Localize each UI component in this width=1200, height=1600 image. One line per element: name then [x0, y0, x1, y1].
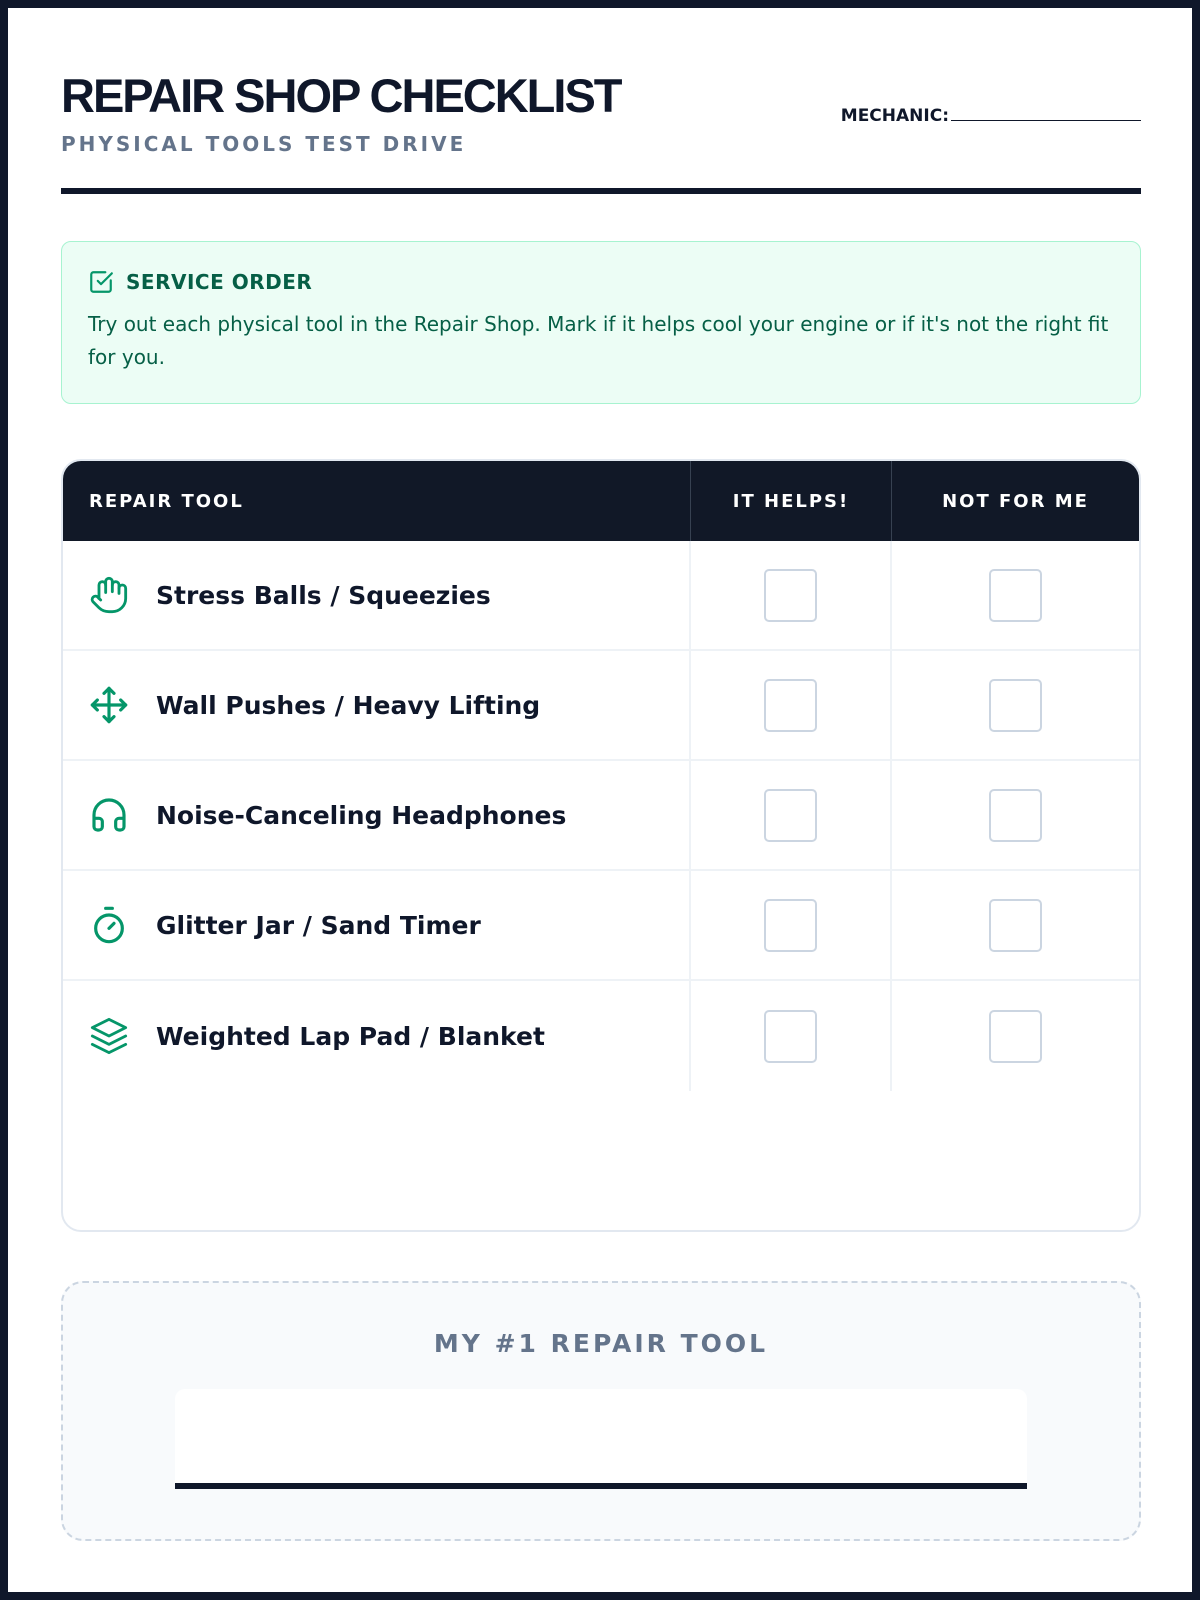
it-helps-checkbox[interactable] — [764, 1010, 817, 1063]
page-subtitle: PHYSICAL TOOLS TEST DRIVE — [61, 132, 467, 156]
mechanic-field[interactable] — [841, 103, 1141, 126]
tools-table — [61, 459, 1141, 1232]
header — [61, 68, 1141, 198]
favorite-tool-input[interactable] — [175, 1389, 1027, 1489]
tool-label: Noise-Canceling Headphones — [156, 800, 567, 830]
tool-label: Weighted Lap Pad / Blanket — [156, 1021, 545, 1051]
worksheet-page — [8, 8, 1192, 1592]
tool-label: Wall Pushes / Heavy Lifting — [156, 690, 541, 720]
move-arrows-icon — [89, 685, 129, 725]
table-header — [63, 461, 1139, 541]
mechanic-label: MECHANIC: — [840, 106, 949, 126]
favorite-tool-title: MY #1 REPAIR TOOL — [433, 1329, 769, 1358]
page-title: REPAIR SHOP CHECKLIST — [61, 69, 621, 122]
not-for-me-checkbox[interactable] — [989, 1010, 1042, 1063]
timer-icon — [89, 905, 129, 945]
tool-label: Stress Balls / Squeezies — [156, 580, 491, 610]
table-row — [63, 871, 1139, 981]
column-header-tool: REPAIR TOOL — [63, 461, 691, 541]
headphones-icon — [89, 795, 129, 835]
not-for-me-checkbox[interactable] — [989, 569, 1042, 622]
header-divider — [61, 188, 1141, 194]
tool-label: Glitter Jar / Sand Timer — [156, 910, 481, 940]
it-helps-checkbox[interactable] — [764, 679, 817, 732]
it-helps-checkbox[interactable] — [764, 569, 817, 622]
column-header-not-for-me: NOT FOR ME — [942, 490, 1089, 512]
checkbox-icon — [88, 269, 114, 295]
favorite-tool-box — [61, 1281, 1141, 1541]
not-for-me-checkbox[interactable] — [989, 679, 1042, 732]
it-helps-checkbox[interactable] — [764, 899, 817, 952]
mechanic-name-line[interactable] — [951, 103, 1141, 121]
table-row — [63, 981, 1139, 1091]
table-row — [63, 541, 1139, 651]
service-order-title: SERVICE ORDER — [126, 270, 313, 294]
not-for-me-checkbox[interactable] — [989, 899, 1042, 952]
service-order-box — [61, 241, 1141, 404]
service-order-instructions: Try out each physical tool in the Repair Shop. Mark if it helps cool your engine or if it's not the right fit for you. — [88, 312, 1109, 369]
column-header-helps: IT HELPS! — [691, 461, 892, 541]
table-row — [63, 651, 1139, 761]
not-for-me-checkbox[interactable] — [989, 789, 1042, 842]
hand-icon — [89, 575, 129, 615]
layers-icon — [89, 1016, 129, 1056]
table-row — [63, 761, 1139, 871]
it-helps-checkbox[interactable] — [764, 789, 817, 842]
